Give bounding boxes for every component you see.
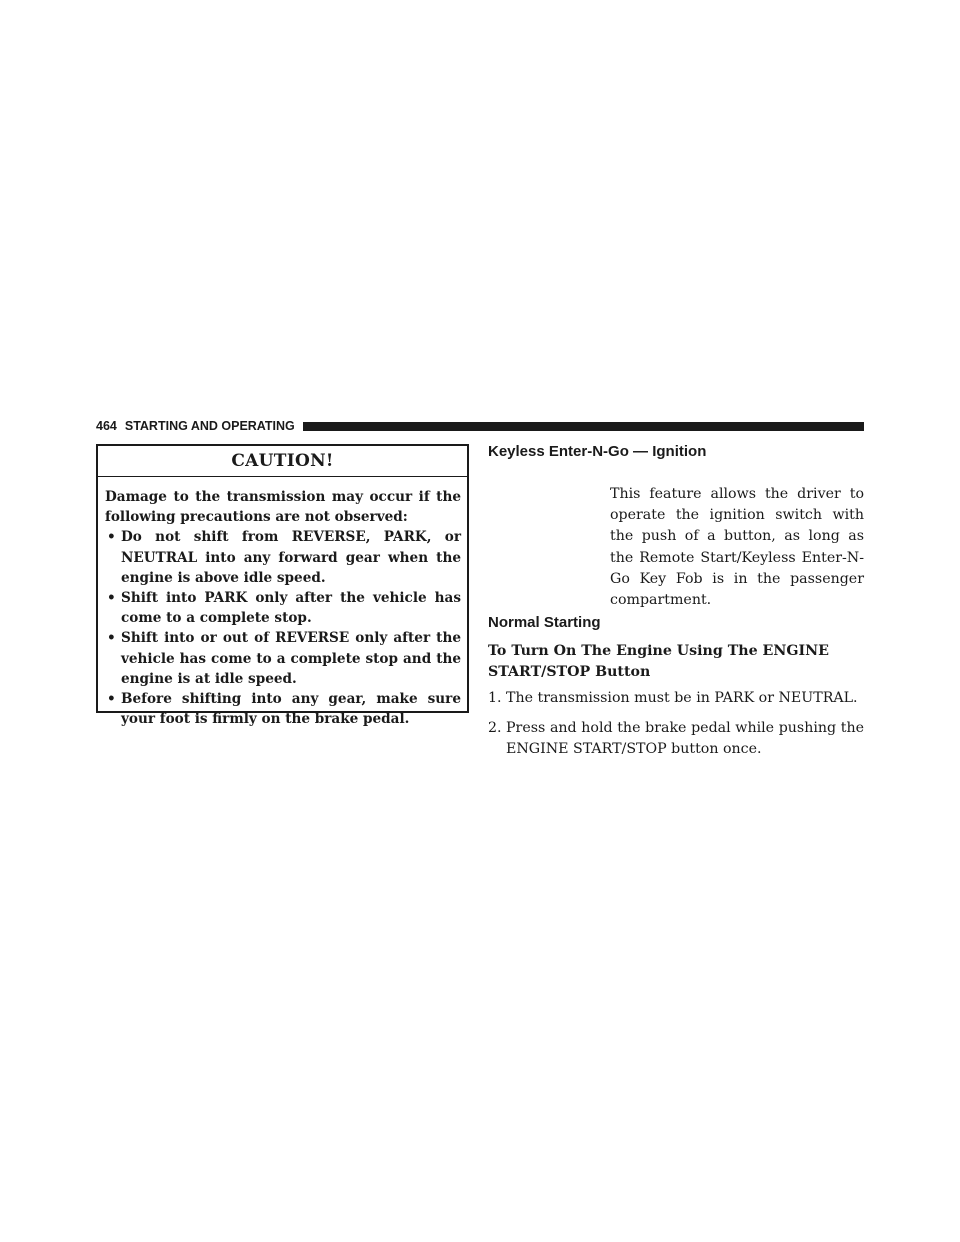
start-button-subheading: To Turn On The Engine Using The ENGINE START/STOP Button bbox=[488, 643, 829, 680]
caution-bullet: • Shift into or out of REVERSE only after the vehicle has come to a complete stop and the engine is at idle speed. bbox=[107, 630, 461, 687]
step-number: 2. bbox=[488, 720, 502, 736]
bullet-dot-icon: • bbox=[107, 691, 116, 708]
caution-bullet: • Before shifting into any gear, make sure your foot is firmly on the brake pedal. bbox=[107, 691, 461, 728]
header-rule bbox=[303, 422, 864, 431]
bullet-dot-icon: • bbox=[107, 529, 116, 546]
step-text: The transmission must be in PARK or NEUTRAL. bbox=[506, 690, 858, 706]
keyless-paragraph: This feature allows the driver to operate the ignition switch with the push of a button, as long as the Remote Start/Keyless Enter-N-Go Key Fob is in the passenger compartment. bbox=[610, 486, 864, 609]
keyless-heading: Keyless Enter-N-Go — Ignition bbox=[488, 443, 707, 460]
caution-bullet: • Shift into PARK only after the vehicle has come to a complete stop. bbox=[107, 590, 461, 627]
page-header bbox=[96, 418, 864, 434]
caution-bullet-list bbox=[105, 527, 461, 729]
bullet-dot-icon: • bbox=[107, 630, 116, 647]
caution-title: CAUTION! bbox=[98, 446, 467, 477]
normal-starting-heading: Normal Starting bbox=[488, 614, 601, 631]
step-number: 1. bbox=[488, 690, 502, 706]
caution-body bbox=[98, 477, 467, 729]
caution-box bbox=[96, 444, 469, 728]
page-number: 464 bbox=[96, 419, 117, 433]
step-text: Press and hold the brake pedal while pushing the ENGINE START/STOP button once. bbox=[506, 720, 864, 758]
step-item bbox=[488, 718, 864, 760]
caution-intro: Damage to the transmission may occur if the following precautions are not observed: bbox=[105, 489, 461, 526]
caution-bullet: • Do not shift from REVERSE, PARK, or NEUTRAL into any forward gear when the engine is above idle speed. bbox=[107, 529, 461, 586]
section-title: STARTING AND OPERATING bbox=[124, 419, 295, 433]
bullet-dot-icon: • bbox=[107, 590, 116, 607]
step-item bbox=[488, 688, 864, 709]
